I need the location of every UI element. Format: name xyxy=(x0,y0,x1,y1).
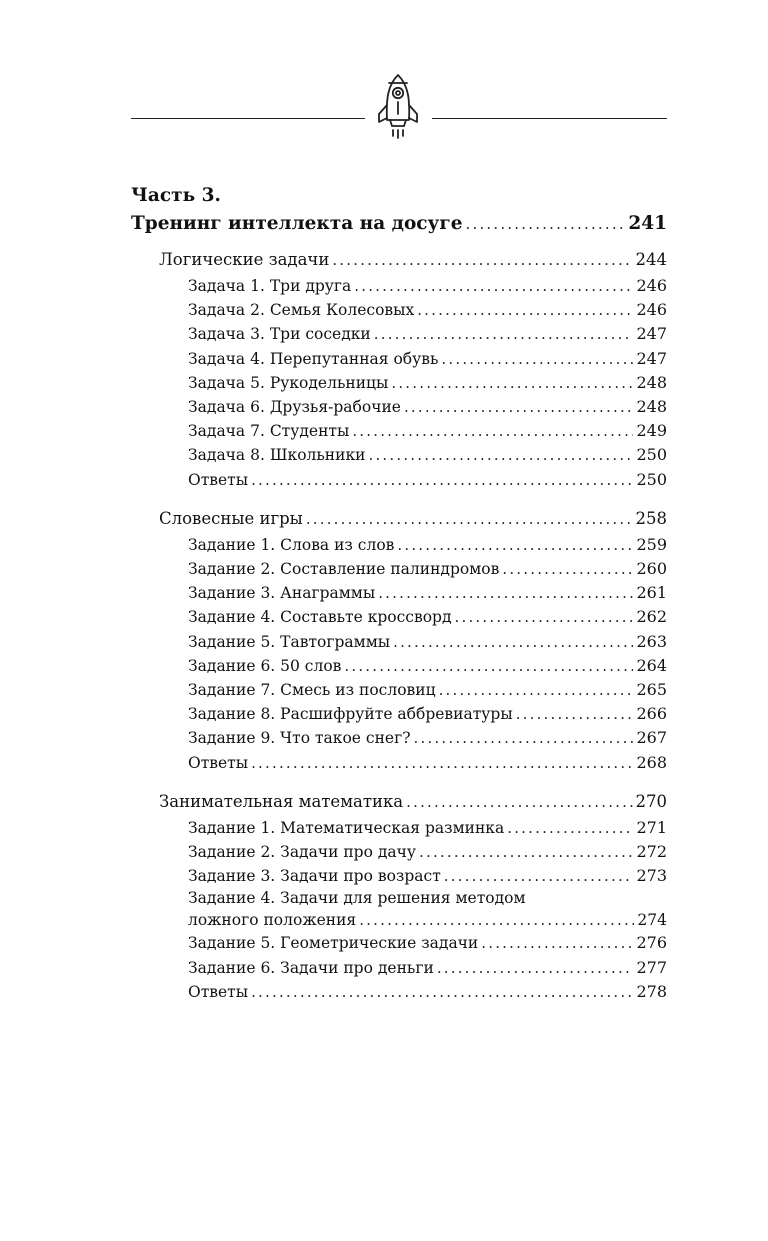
item-title: Задание 1. Математическая разминка xyxy=(188,818,505,837)
item-title: Задача 6. Друзья-рабочие xyxy=(188,398,401,417)
page-number: 248 xyxy=(636,397,667,417)
toc-item-entry[interactable] xyxy=(188,678,667,702)
page-number: 244 xyxy=(635,250,667,269)
toc-section-entry[interactable] xyxy=(159,246,667,274)
page-number: 265 xyxy=(636,680,667,700)
item-title: Задача 4. Перепутанная обувь xyxy=(188,349,439,368)
page-number: 261 xyxy=(636,583,667,603)
page-number: 246 xyxy=(636,276,667,295)
item-title: Задание 3. Задачи про возраст xyxy=(188,867,441,886)
toc-part-entry[interactable] xyxy=(131,210,667,238)
dot-leader xyxy=(397,533,633,557)
toc-item-entry[interactable] xyxy=(188,931,667,955)
page-number: 264 xyxy=(636,655,667,675)
toc-item-entry[interactable] xyxy=(188,654,667,678)
header-rule-right xyxy=(432,118,667,119)
toc-item-entry[interactable] xyxy=(188,702,667,726)
dot-leader xyxy=(306,505,633,533)
item-title: Задача 1. Три друга xyxy=(188,277,352,295)
toc-item-entry[interactable] xyxy=(188,956,667,980)
item-title-line1: Задание 4. Задачи для решения методом xyxy=(188,889,526,908)
toc-item-entry[interactable] xyxy=(188,443,667,467)
dot-leader xyxy=(404,395,634,419)
page-number: 272 xyxy=(636,842,667,862)
toc-item-entry[interactable] xyxy=(188,557,667,581)
toc-item-entry[interactable] xyxy=(188,347,667,371)
dot-leader xyxy=(439,678,634,702)
page-number: 246 xyxy=(636,300,667,320)
item-title: Задание 8. Расшифруйте аббревиатуры xyxy=(188,705,513,724)
dot-leader xyxy=(419,840,633,864)
part-title: Тренинг интеллекта на досуге xyxy=(131,213,463,234)
dot-leader xyxy=(455,605,634,629)
page-number: 250 xyxy=(636,469,667,489)
dot-leader xyxy=(354,274,633,298)
dot-leader xyxy=(332,246,632,274)
toc-item-entry[interactable] xyxy=(188,419,667,443)
dot-leader xyxy=(481,931,633,955)
dot-leader xyxy=(251,751,633,775)
header-rule-left xyxy=(131,118,365,119)
page-number: 250 xyxy=(636,445,667,465)
toc-item-entry[interactable] xyxy=(188,605,667,629)
dot-leader xyxy=(441,347,633,371)
dot-leader xyxy=(507,816,633,840)
table-of-contents xyxy=(131,182,667,1004)
page-number: 276 xyxy=(636,933,667,953)
toc-item-entry[interactable] xyxy=(188,298,667,322)
page-number: 266 xyxy=(636,704,667,724)
dot-leader xyxy=(378,581,633,605)
dot-leader xyxy=(359,909,634,931)
item-title: Задание 2. Задачи про дачу xyxy=(188,843,417,862)
toc-item-entry[interactable] xyxy=(188,468,667,492)
item-title: Задание 5. Тавтограммы xyxy=(188,632,391,651)
toc-item-entry[interactable] xyxy=(188,533,667,557)
toc-section-entry[interactable] xyxy=(159,788,667,816)
toc-item-entry-multiline[interactable] xyxy=(188,888,667,931)
dot-leader xyxy=(352,419,633,443)
section-title: Занимательная математика xyxy=(159,791,404,811)
toc-item-entry[interactable] xyxy=(188,726,667,750)
dot-leader xyxy=(417,298,633,322)
page-number: 258 xyxy=(635,508,667,528)
item-title: Ответы xyxy=(188,982,249,1001)
item-title: Задача 7. Студенты xyxy=(188,422,350,441)
page-number: 274 xyxy=(637,911,667,930)
dot-leader xyxy=(251,980,633,1004)
dot-leader xyxy=(393,630,633,654)
page-number: 271 xyxy=(636,817,667,837)
item-title: Задание 2. Составление палиндромов xyxy=(188,560,500,579)
rocket-icon xyxy=(372,72,424,140)
dot-leader xyxy=(369,443,634,467)
page-number: 248 xyxy=(636,372,667,392)
toc-item-entry[interactable] xyxy=(188,751,667,775)
item-title: Задание 6. Задачи про деньги xyxy=(188,958,434,977)
page-number: 270 xyxy=(635,791,667,811)
item-title: Задание 1. Слова из слов xyxy=(188,535,395,554)
dot-leader xyxy=(251,468,633,492)
page-number: 247 xyxy=(636,324,667,344)
page-number: 263 xyxy=(636,631,667,651)
item-title: Ответы xyxy=(188,753,249,772)
item-title: Задание 7. Смесь из пословиц xyxy=(188,681,436,700)
toc-item-entry[interactable] xyxy=(188,980,667,1004)
page-number: 268 xyxy=(636,752,667,772)
section-title: Логические задачи xyxy=(159,250,330,269)
item-title: Задание 5. Геометрические задачи xyxy=(188,934,479,953)
toc-item-entry[interactable] xyxy=(188,630,667,654)
item-title: Задача 2. Семья Колесовых xyxy=(188,301,415,320)
dot-leader xyxy=(516,702,634,726)
item-title: Задача 5. Рукодельницы xyxy=(188,373,389,392)
dot-leader xyxy=(406,788,632,816)
page-number: 277 xyxy=(636,957,667,977)
toc-item-entry[interactable] xyxy=(188,816,667,840)
page-number: 241 xyxy=(628,213,667,234)
item-title: Задание 9. Что такое снег? xyxy=(188,729,411,748)
toc-section-entry[interactable] xyxy=(159,505,667,533)
part-label: Часть 3. xyxy=(131,185,221,206)
dot-leader xyxy=(444,864,634,888)
page-number: 278 xyxy=(636,981,667,1001)
dot-leader xyxy=(437,956,634,980)
dot-leader xyxy=(502,557,633,581)
item-title: Задание 4. Составьте кроссворд xyxy=(188,608,452,627)
toc-item-entry[interactable] xyxy=(188,840,667,864)
section-title: Словесные игры xyxy=(159,508,303,528)
dot-leader xyxy=(414,726,634,750)
page-number: 273 xyxy=(636,866,667,886)
item-title: Задача 8. Школьники xyxy=(188,446,366,465)
toc-item-entry[interactable] xyxy=(188,274,667,298)
page-number: 259 xyxy=(636,534,667,554)
item-title: Задача 3. Три соседки xyxy=(188,325,371,344)
page-number: 247 xyxy=(636,348,667,368)
item-title: Ответы xyxy=(188,470,249,489)
toc-item-entry[interactable] xyxy=(188,371,667,395)
dot-leader xyxy=(344,654,633,678)
page-number: 262 xyxy=(636,607,667,627)
toc-item-entry[interactable] xyxy=(188,864,667,888)
item-title-line2: ложного положения xyxy=(188,911,357,930)
dot-leader xyxy=(391,371,633,395)
toc-item-entry[interactable] xyxy=(188,322,667,346)
toc-item-entry[interactable] xyxy=(188,395,667,419)
dot-leader xyxy=(374,322,634,346)
item-title: Задание 6. 50 слов xyxy=(188,656,342,675)
toc-item-entry[interactable] xyxy=(188,581,667,605)
dot-leader xyxy=(466,210,626,238)
page-number: 267 xyxy=(636,728,667,748)
item-title: Задание 3. Анаграммы xyxy=(188,584,376,603)
page-number: 260 xyxy=(636,559,667,579)
page-number: 249 xyxy=(636,421,667,441)
